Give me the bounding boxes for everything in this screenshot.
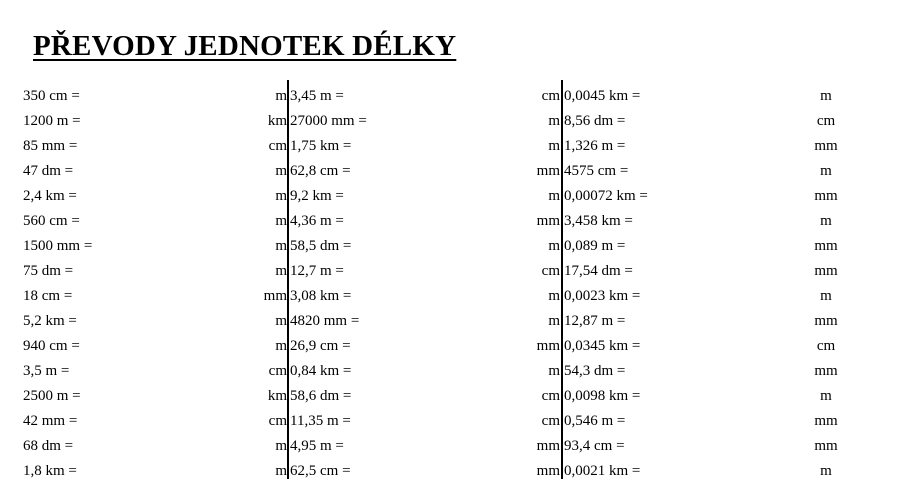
target-unit: m (820, 288, 832, 304)
conversion-expression: 560 cm = (23, 213, 80, 229)
conversion-expression: 54,3 dm = (564, 363, 626, 379)
conversion-expression: 9,2 km = (290, 188, 344, 204)
conversion-row (23, 159, 287, 184)
conversion-expression: 3,5 m = (23, 363, 70, 379)
target-unit: m (820, 163, 832, 179)
conversion-expression: 0,84 km = (290, 363, 352, 379)
target-unit: m (548, 138, 560, 154)
target-unit: mm (814, 413, 838, 429)
conversion-row (564, 259, 864, 284)
conversion-expression: 12,87 m = (564, 313, 626, 329)
conversion-expression: 0,546 m = (564, 413, 626, 429)
conversion-row (564, 284, 864, 309)
conversion-row (564, 459, 864, 484)
target-unit: cm (268, 413, 287, 429)
conversion-expression: 42 mm = (23, 413, 78, 429)
conversion-expression: 75 dm = (23, 263, 74, 279)
conversion-row (23, 209, 287, 234)
conversion-expression: 350 cm = (23, 88, 80, 104)
conversion-row (564, 309, 864, 334)
target-unit: m (275, 163, 287, 179)
conversion-expression: 11,35 m = (290, 413, 351, 429)
target-unit: m (548, 238, 560, 254)
conversion-expression: 0,0021 km = (564, 463, 641, 479)
target-unit: m (820, 463, 832, 479)
page-title: PŘEVODY JEDNOTEK DÉLKY (33, 30, 457, 62)
target-unit: m (820, 213, 832, 229)
target-unit: mm (814, 188, 838, 204)
conversion-row (290, 134, 560, 159)
conversion-expression: 1,326 m = (564, 138, 626, 154)
conversion-expression: 0,089 m = (564, 238, 626, 254)
target-unit: m (275, 88, 287, 104)
target-unit: mm (536, 163, 560, 179)
conversion-expression: 58,5 dm = (290, 238, 352, 254)
conversion-row (290, 109, 560, 134)
conversion-row (564, 234, 864, 259)
conversion-row (564, 134, 864, 159)
conversion-row (23, 134, 287, 159)
conversion-row (564, 409, 864, 434)
conversion-expression: 93,4 cm = (564, 438, 625, 454)
conversion-expression: 3,08 km = (290, 288, 352, 304)
conversion-row (23, 334, 287, 359)
target-unit: cm (541, 88, 560, 104)
target-unit: mm (263, 288, 287, 304)
conversion-expression: 17,54 dm = (564, 263, 633, 279)
target-unit: km (267, 388, 287, 404)
target-unit: m (548, 188, 560, 204)
conversion-expression: 2,4 km = (23, 188, 77, 204)
conversion-row (564, 109, 864, 134)
conversion-row (290, 359, 560, 384)
conversion-expression: 1500 mm = (23, 238, 93, 254)
conversion-column-2 (290, 84, 560, 484)
conversion-column-1 (23, 84, 287, 484)
target-unit: mm (814, 138, 838, 154)
conversion-row (290, 259, 560, 284)
conversion-expression: 3,45 m = (290, 88, 344, 104)
conversion-row (23, 109, 287, 134)
target-unit: cm (541, 388, 560, 404)
conversion-row (290, 209, 560, 234)
conversion-row (23, 434, 287, 459)
conversion-row (290, 409, 560, 434)
target-unit: m (275, 263, 287, 279)
target-unit: mm (814, 438, 838, 454)
conversion-expression: 12,7 m = (290, 263, 344, 279)
target-unit: m (548, 113, 560, 129)
conversion-row (564, 334, 864, 359)
conversion-expression: 47 dm = (23, 163, 74, 179)
conversion-row (564, 384, 864, 409)
conversion-expression: 1200 m = (23, 113, 81, 129)
conversion-row (23, 459, 287, 484)
conversion-row (290, 334, 560, 359)
conversion-row (23, 359, 287, 384)
target-unit: mm (814, 363, 838, 379)
conversion-row (564, 84, 864, 109)
conversion-expression: 0,00072 km = (564, 188, 648, 204)
conversion-row (23, 84, 287, 109)
target-unit: cm (541, 413, 560, 429)
conversion-row (23, 384, 287, 409)
conversion-row (23, 234, 287, 259)
conversion-row (290, 384, 560, 409)
conversion-row (564, 209, 864, 234)
conversion-expression: 58,6 dm = (290, 388, 352, 404)
conversion-row (564, 434, 864, 459)
conversion-expression: 4575 cm = (564, 163, 629, 179)
conversion-expression: 2500 m = (23, 388, 81, 404)
conversion-row (23, 409, 287, 434)
conversion-expression: 5,2 km = (23, 313, 77, 329)
conversion-row (290, 234, 560, 259)
conversion-expression: 4,95 m = (290, 438, 344, 454)
conversion-expression: 0,0345 km = (564, 338, 641, 354)
conversion-row (290, 159, 560, 184)
target-unit: m (275, 238, 287, 254)
target-unit: m (820, 388, 832, 404)
target-unit: cm (541, 263, 560, 279)
conversion-row (290, 284, 560, 309)
target-unit: cm (268, 138, 287, 154)
conversion-expression: 26,9 cm = (290, 338, 351, 354)
target-unit: mm (536, 213, 560, 229)
conversion-row (23, 309, 287, 334)
conversion-expression: 68 dm = (23, 438, 74, 454)
target-unit: cm (816, 113, 836, 129)
target-unit: m (548, 313, 560, 329)
target-unit: m (548, 363, 560, 379)
conversion-expression: 1,8 km = (23, 463, 77, 479)
target-unit: m (548, 288, 560, 304)
conversion-row (564, 184, 864, 209)
target-unit: m (275, 188, 287, 204)
conversion-expression: 1,75 km = (290, 138, 352, 154)
conversion-expression: 0,0045 km = (564, 88, 641, 104)
conversion-column-3 (564, 84, 864, 484)
conversion-row (290, 84, 560, 109)
target-unit: m (275, 463, 287, 479)
conversion-expression: 62,5 cm = (290, 463, 351, 479)
conversion-expression: 4,36 m = (290, 213, 344, 229)
conversion-expression: 8,56 dm = (564, 113, 626, 129)
conversion-expression: 27000 mm = (290, 113, 367, 129)
target-unit: m (820, 88, 832, 104)
conversion-row (290, 184, 560, 209)
target-unit: mm (536, 438, 560, 454)
target-unit: cm (268, 363, 287, 379)
conversion-expression: 0,0098 km = (564, 388, 641, 404)
conversion-expression: 62,8 cm = (290, 163, 351, 179)
target-unit: mm (814, 313, 838, 329)
conversion-row (23, 259, 287, 284)
conversion-row (23, 184, 287, 209)
target-unit: m (275, 313, 287, 329)
target-unit: mm (814, 238, 838, 254)
conversion-expression: 0,0023 km = (564, 288, 641, 304)
conversion-expression: 85 mm = (23, 138, 78, 154)
conversion-row (23, 284, 287, 309)
conversion-expression: 18 cm = (23, 288, 73, 304)
conversion-expression: 3,458 km = (564, 213, 633, 229)
target-unit: m (275, 438, 287, 454)
conversion-expression: 4820 mm = (290, 313, 360, 329)
conversion-row (290, 434, 560, 459)
target-unit: mm (536, 463, 560, 479)
column-divider-1 (287, 80, 289, 479)
conversion-row (564, 359, 864, 384)
target-unit: cm (816, 338, 836, 354)
target-unit: m (275, 213, 287, 229)
target-unit: m (275, 338, 287, 354)
conversion-row (290, 459, 560, 484)
target-unit: mm (814, 263, 838, 279)
column-divider-2 (561, 80, 563, 479)
conversion-row (564, 159, 864, 184)
target-unit: km (267, 113, 287, 129)
conversion-row (290, 309, 560, 334)
target-unit: mm (536, 338, 560, 354)
conversion-expression: 940 cm = (23, 338, 80, 354)
